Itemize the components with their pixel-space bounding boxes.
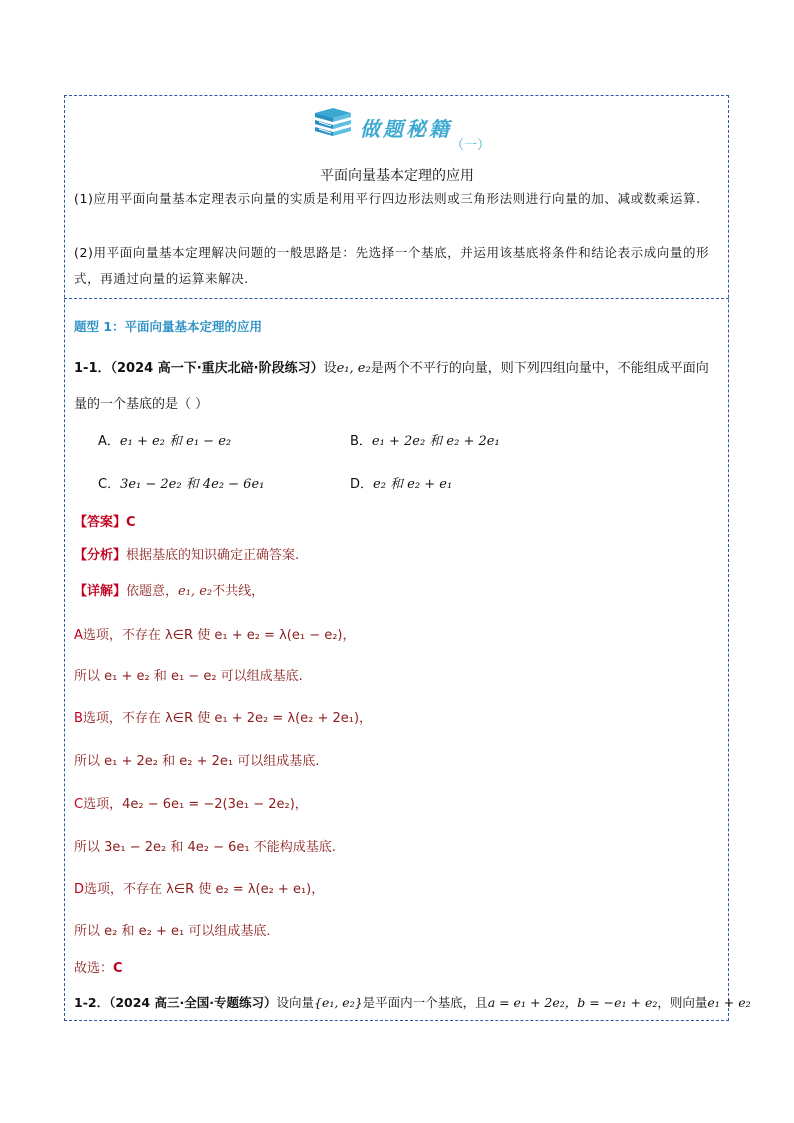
analysis-line: [74, 544, 299, 563]
step-c-option: C: [74, 797, 84, 812]
answer-tag: 【答案】: [74, 515, 127, 530]
q2-text-a: 设向量: [276, 995, 314, 1010]
option-c: [98, 473, 264, 492]
answer-value: C: [126, 515, 136, 530]
step-c-text: 选项，4e₂ − 6e₁ = −2(3e₁ − 2e₂)，: [83, 797, 308, 812]
question-2-number: 1-2．: [74, 995, 110, 1010]
detail-tag: 【详解】: [74, 584, 127, 599]
option-d: [350, 473, 452, 492]
conclusion-value: C: [113, 961, 123, 976]
q2-tail: e₁ + e₂: [707, 995, 751, 1010]
tip-paragraph-2: (2)用平面向量基本定理解决问题的一般思路是：先选择一个基底，并运用该基底将条件和结论表示成向量的形式，再通过向量的运算来解决.: [74, 245, 710, 286]
step-c-line2: 所以 3e₁ − 2e₂ 和 4e₂ − 6e₁ 不能构成基底.: [74, 840, 336, 855]
detail-vectors: e₁, e₂: [178, 584, 213, 599]
topic-heading: 题型 1：平面向量基本定理的应用: [74, 319, 263, 334]
detail-line: [74, 580, 264, 599]
conclusion-label: 故选：: [74, 961, 114, 976]
option-b: [350, 430, 500, 449]
step-a-option: A: [74, 628, 83, 643]
step-c-line1: [74, 793, 308, 812]
option-b-label: B．: [350, 434, 372, 449]
stacked-books-icon: [311, 107, 355, 141]
option-a: [98, 430, 231, 449]
stem-text-2: 是两个不平行的向量，则下列四组向量中，不能组成平面向: [370, 361, 709, 376]
step-b-option: B: [74, 711, 83, 726]
option-c-text: 3e₁ − 2e₂ 和 4e₂ − 6e₁: [120, 477, 265, 492]
step-a-text: 选项，不存在 λ∈R 使 e₁ + e₂ = λ(e₁ − e₂)，: [82, 628, 356, 643]
analysis-tag: 【分析】: [74, 548, 127, 563]
stem-text: 设: [323, 361, 337, 376]
q2-expression: a = e₁ + 2e₂，b = −e₁ + e₂: [487, 995, 658, 1010]
option-a-label: A．: [98, 434, 120, 449]
section-title: 平面向量基本定理的应用: [320, 168, 474, 184]
q2-text-c: ，则向量: [657, 995, 708, 1010]
step-d-line1: [74, 878, 324, 897]
section-divider: [64, 298, 729, 299]
step-a-line1: [74, 624, 356, 643]
detail-end: 不共线，: [212, 584, 265, 599]
option-b-text: e₁ + 2e₂ 和 e₂ + 2e₁: [371, 434, 500, 449]
question-1-1-stem-cont: 量的一个基底的是（ ）: [74, 397, 209, 412]
detail-intro: 依题意，: [126, 584, 179, 599]
step-d-text: 选项，不存在 λ∈R 使 e₂ = λ(e₂ + e₁)，: [84, 882, 325, 897]
question-number: 1-1．: [74, 361, 111, 376]
step-b-text: 选项，不存在 λ∈R 使 e₁ + 2e₂ = λ(e₂ + 2e₁)，: [82, 711, 373, 726]
option-d-label: D．: [350, 477, 374, 492]
stem-vectors: e₁, e₂: [336, 361, 371, 376]
question-2-source: （2024 高三·全国·专题练习）: [109, 995, 277, 1010]
header-title: 做题秘籍: [360, 117, 452, 141]
option-a-text: e₁ + e₂ 和 e₁ − e₂: [119, 434, 232, 449]
step-a-line2: 所以 e₁ + e₂ 和 e₁ − e₂ 可以组成基底.: [74, 669, 303, 684]
question-source: （2024 高一下·重庆北碚·阶段练习）: [110, 361, 324, 376]
tip-paragraph-1: (1)应用平面向量基本定理表示向量的实质是利用平行四边形法则或三角形法则进行向量的加、减或数乘运算.: [74, 191, 701, 206]
header-subtitle: （一）: [451, 138, 491, 153]
q2-basis-set: {e₁, e₂}: [314, 995, 363, 1010]
conclusion-line: [74, 957, 123, 976]
step-d-line2: 所以 e₂ 和 e₂ + e₁ 可以组成基底.: [74, 924, 271, 939]
step-b-line1: [74, 707, 372, 726]
option-c-label: C．: [98, 477, 121, 492]
answer-line: [74, 511, 136, 530]
q2-text-b: 是平面内一个基底，且: [362, 995, 488, 1010]
step-d-option: D: [74, 882, 85, 897]
step-b-line2: 所以 e₁ + 2e₂ 和 e₂ + 2e₁ 可以组成基底.: [74, 754, 320, 769]
question-1-1-stem: [74, 357, 709, 376]
question-1-2-stem: [74, 993, 751, 1011]
analysis-text: 根据基底的知识确定正确答案.: [126, 548, 300, 563]
option-d-text: e₂ 和 e₂ + e₁: [373, 477, 453, 492]
